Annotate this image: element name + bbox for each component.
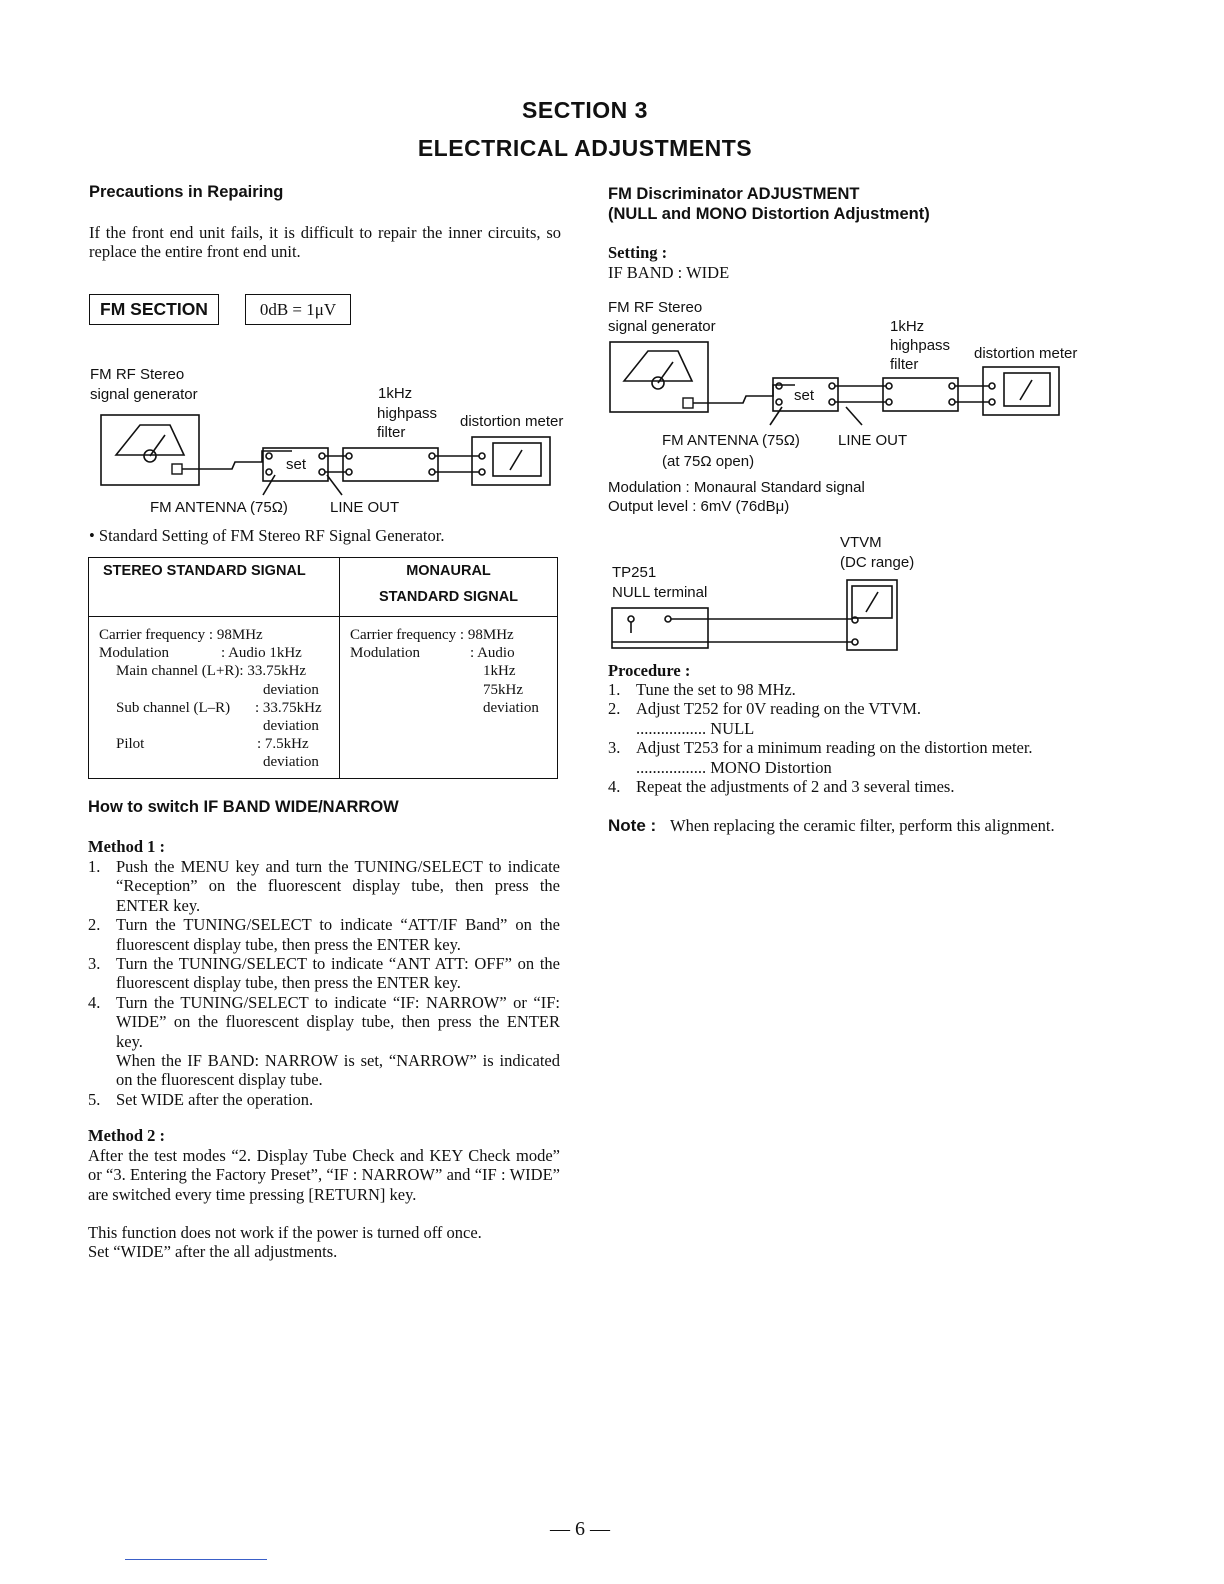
ifband-heading: How to switch IF BAND WIDE/NARROW <box>88 798 399 816</box>
step-text: ................. MONO Distortion <box>636 757 832 777</box>
footer-rule <box>125 1559 267 1560</box>
discriminator-heading: FM Discriminator ADJUSTMENT <box>608 185 860 203</box>
db-reference-label: 0dB = 1μV <box>245 294 351 325</box>
step-item <box>608 777 1088 796</box>
fm-discriminator-setup-diagram <box>600 293 1100 473</box>
vtvm-setup-diagram <box>600 528 940 658</box>
step-number: 3. <box>608 738 621 758</box>
method1-label: Method 1 : <box>88 837 165 856</box>
step-number: 5. <box>88 1089 101 1109</box>
diagram-generator-label: FM RF Stereo <box>608 299 703 316</box>
set-symbol <box>263 448 328 481</box>
diagram-antenna-label: FM ANTENNA (75Ω) <box>662 432 800 449</box>
vtvm-meter-symbol <box>847 580 897 650</box>
procedure-steps <box>608 680 1088 796</box>
note-block <box>608 816 1088 835</box>
step-item <box>608 738 1088 757</box>
note-label: Note : <box>608 816 657 835</box>
step-text: Adjust T253 for a minimum reading on the distortion meter. <box>636 738 1033 758</box>
procedure-label: Procedure : <box>608 661 691 680</box>
discriminator-subheading: (NULL and MONO Distortion Adjustment) <box>608 205 930 223</box>
precautions-heading: Precautions in Repairing <box>89 183 284 201</box>
method2-text-2: This function does not work if the power is turned off once. <box>88 1223 482 1242</box>
step-number: 2. <box>88 915 101 935</box>
step-item <box>608 699 1088 718</box>
set-symbol <box>773 378 838 411</box>
step-text: When the IF BAND: NARROW is set, “NARROW” is indicated on the fluorescent display tube. <box>116 1051 560 1090</box>
note-text: When replacing the ceramic filter, perform this alignment. <box>670 816 1055 835</box>
step-text: Tune the set to 98 MHz. <box>636 680 796 699</box>
standard-setting-note-text: Standard Setting of FM Stereo RF Signal Generator. <box>98 526 445 545</box>
modulation-line: Modulation : Monaural Standard signal <box>608 479 865 496</box>
step-number: 4. <box>608 777 621 797</box>
step-item <box>88 1090 560 1109</box>
null-terminal-label: NULL terminal <box>612 584 708 601</box>
diagram-filter-label-1: 1kHz <box>378 385 413 402</box>
method2-text: After the test modes “2. Display Tube Check and KEY Check mode” or “3. Entering the Factory Preset”, “IF : NARROW” and “IF : WIDE” are switched every time pressing [RETURN] key. <box>88 1146 560 1204</box>
step-item <box>88 857 560 915</box>
diagram-filter-label-3: filter <box>377 424 406 441</box>
diagram-generator-label-2: signal generator <box>90 386 198 403</box>
step-number: 1. <box>88 857 101 876</box>
method2-label: Method 2 : <box>88 1126 165 1145</box>
bullet-icon: • <box>89 526 95 545</box>
step-text: Turn the TUNING/SELECT to indicate “IF: NARROW” or “IF: WIDE” on the fluorescent display tube, then press the ENTER key. <box>116 992 560 1051</box>
step-item <box>608 719 1088 738</box>
diagram-filter-label-2: highpass <box>377 405 438 422</box>
step-item <box>88 1051 560 1090</box>
standard-signal-table <box>88 557 558 779</box>
diagram-generator-label-2: signal generator <box>608 318 716 335</box>
diagram-lineout-label: LINE OUT <box>330 499 400 516</box>
step-text: Turn the TUNING/SELECT to indicate “ANT ATT: OFF” on the fluorescent display tube, then press the ENTER key. <box>116 954 560 993</box>
fm-section-label: FM SECTION <box>89 294 219 325</box>
step-number: 1. <box>608 680 621 699</box>
step-text: Adjust T252 for 0V reading on the VTVM. <box>636 699 922 719</box>
setting-value: IF BAND : WIDE <box>608 263 730 282</box>
diagram-filter-label-1: 1kHz <box>890 318 925 335</box>
step-text: Turn the TUNING/SELECT to indicate “ATT/IF Band” on the fluorescent display tube, then press the ENTER key. <box>116 915 560 954</box>
distortion-meter-symbol <box>472 437 550 485</box>
step-text: Repeat the adjustments of 2 and 3 several times. <box>636 777 955 797</box>
diagram-antenna-label-2: (at 75Ω open) <box>662 453 755 470</box>
distortion-meter-symbol <box>983 367 1059 415</box>
diagram-filter-label-2: highpass <box>890 337 951 354</box>
page-number: — 6 — <box>550 1518 610 1540</box>
section-number: SECTION 3 <box>522 97 648 123</box>
fm-distortion-setup-diagram <box>80 355 580 525</box>
step-text: Set WIDE after the operation. <box>116 1089 314 1109</box>
diagram-set-label: set <box>794 387 815 404</box>
diagram-antenna-label: FM ANTENNA (75Ω) <box>150 499 288 516</box>
setting-label: Setting : <box>608 243 668 262</box>
diagram-generator-label: FM RF Stereo <box>90 366 185 383</box>
table-cell-mono: Carrier frequency : 98MHz Modulation : Audio 1kHz 75kHz deviation <box>340 617 558 779</box>
step-item <box>608 758 1088 777</box>
step-number: 2. <box>608 699 621 719</box>
page-title: ELECTRICAL ADJUSTMENTS <box>417 135 753 161</box>
step-item <box>608 680 1088 699</box>
tp251-label: TP251 <box>612 564 657 581</box>
output-level-line: Output level : 6mV (76dBμ) <box>608 498 790 515</box>
diagram-meter-label: distortion meter <box>460 413 564 430</box>
signal-generator-symbol <box>101 415 199 485</box>
step-item <box>88 993 560 1051</box>
step-item <box>88 954 560 993</box>
step-number: 3. <box>88 954 101 974</box>
vtvm-label: VTVM <box>840 534 882 551</box>
diagram-set-label: set <box>286 456 307 473</box>
diagram-meter-label: distortion meter <box>974 345 1078 362</box>
table-header-mono: MONAURAL STANDARD SIGNAL <box>340 558 558 617</box>
step-item <box>88 915 560 954</box>
step-text: Push the MENU key and turn the TUNING/SELECT to indicate “Reception” on the fluorescent display tube, then press the ENTER key. <box>116 857 560 915</box>
standard-setting-note <box>89 526 444 545</box>
precautions-text: If the front end unit fails, it is difficult to repair the inner circuits, so replace the entire front end unit. <box>89 223 561 262</box>
method2-text-3: Set “WIDE” after the all adjustments. <box>88 1242 338 1261</box>
diagram-filter-label-3: filter <box>890 356 919 373</box>
step-number: 4. <box>88 992 101 1012</box>
highpass-filter-symbol <box>883 378 958 411</box>
table-cell-stereo: Carrier frequency : 98MHz Modulation : Audio 1kHz Main channel (L+R) : 33.75kHz deviation Sub channel (L–R) : 33.75kHz deviation Pilot : 7.5kHz deviation <box>89 617 340 779</box>
diagram-lineout-label: LINE OUT <box>838 432 908 449</box>
method1-steps <box>88 857 560 1109</box>
highpass-filter-symbol <box>343 448 438 481</box>
step-text: ................. NULL <box>636 718 755 738</box>
vtvm-range-label: (DC range) <box>840 554 915 571</box>
table-header-stereo: STEREO STANDARD SIGNAL <box>89 558 340 617</box>
